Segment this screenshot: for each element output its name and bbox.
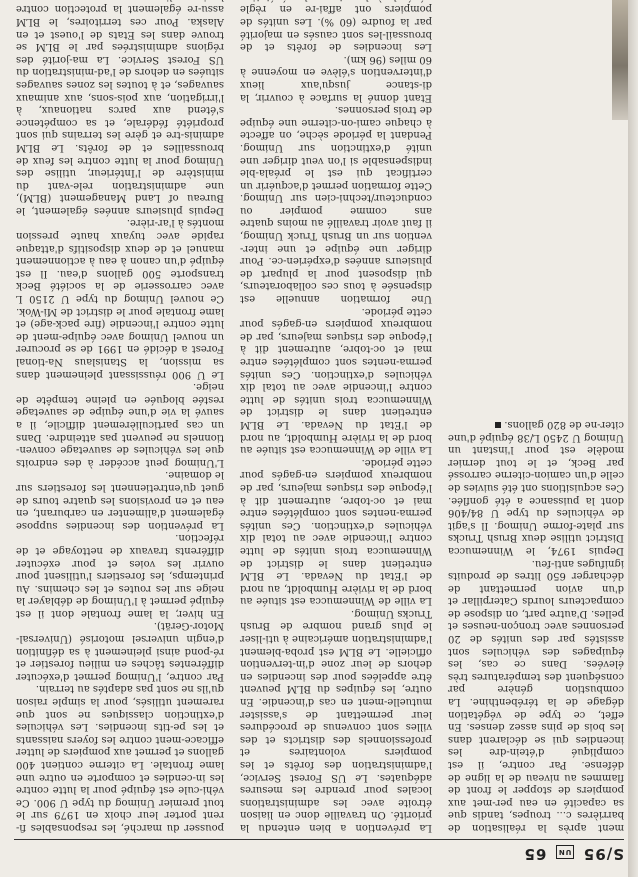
paragraph: Le U 900 réussissant pleinement dans sa mission, la Stanislaus Na-tional Forest a décidé en 1991 de se procurer un nouvel Unimog avec équipe-ment de lutte contre l'incendie (fire pack-age) et lame frontale pour le district de Mi-Wok. Ce nouvel Unimog du type U 2150 L avec carrosserie de la société Beck transporte 500 gallons d'eau. Il est équipé d'un canon à eau à actionnement manuel et de deux dispositifs d'attaque rapide avec tuyaux haute pression montés à l'ar-rière. bbox=[16, 217, 224, 380]
paragraph: Depuis 1974, le Winnemucca District utilise deux Brush Trucks sur plate-forme Unimog. Il s'agit de véhicules du type U 84/406 dont la puissance a été gonflée. Ces acquisitions ont été suivies de celle d'un camion-citerne carrossé par Beck, et le tout dernier modèle est pour l'instant un Unimog U 2450 L/38 équipé d'une citer-ne de 820 gallons. bbox=[448, 419, 624, 556]
text-column-1 bbox=[448, 417, 624, 833]
paragraph: pousser du marché, les responsables fi-rent porter leur choix en 1979 sur le tout premier Unimog du type U 900. Ce véhi-cule est équipé pour la lutte contre les in-cendies et comporte en outre une lame frontale. La citerne contient 400 gallons et permet aux pompiers de lutter efficace-ment contre les foyers naissants et les pe-tits incendies. Les véhicules d'extinction classiques ne sont que rarement utilisés, pour la simple raison qu'ils ne sont pas adaptés au terrain. bbox=[16, 683, 224, 833]
paragraph: L'Unimog peut accéder à des endroits que les véhicules de sauvetage conven-tionnels ne peuvent pas atteindre. Dans un cas particulièrement difficile, il a sauvé la vie d'une équipe de sauvetage restée bloquée en pleine tempête de neige. bbox=[16, 381, 224, 468]
paragraph: Une formation annuelle est dispensée à tous ces collaborateurs, qui disposent pour la plupart de plusieurs années d'expérien-ce. Pour diriger une équipe et une inter-vention sur un Brush Truck Unimog, il faut avoir travaillé au moins quatre ans comme pompier ou conducteur/techni-cien sur Unimog. Cette formation permet d'acquérir un certificat qui est le préala-ble indispensable si l'on veut diriger une unité d'extinction sur Unimog. Pendant la période sèche, on affecte à chaque cami-on-citerne une équipe de trois personnes. bbox=[240, 104, 432, 305]
paragraph: Par contre, l'Unimog permet d'exécuter différentes tâches en milieu forestier et ré-pond ainsi pleinement à sa définition d'engin universel motorisé (Universal-Motor-Gerät). bbox=[16, 620, 224, 682]
header-title: S/95 bbox=[582, 845, 624, 863]
magazine-logo-icon: UN bbox=[556, 845, 574, 859]
page-number: 65 bbox=[523, 845, 547, 863]
header-title-block bbox=[524, 845, 625, 863]
paragraph: La prévention a bien entendu la priorité. On travaille donc en liaison étroite avec les administrations locales pour prendre les mesures adéquates. Le US Forest Service, l'administration des forêts et les pompiers volontaires et professionnels des districts et des villes sont convenus de procédures leur permettant de s'assister mutuelle-ment en cas d'incendie. En outre, les équipes du BLM peuvent être appelées pour des incendies en dehors de leur zone d'in-tervention officielle. Le BLM est proba-blement l'administration américaine à uti-liser le plus grand nombre de Brush Trucks Unimog. bbox=[240, 607, 432, 833]
paragraph: En hiver, la lame frontale dont il est équipé permet à l'Unimog de déblayer la neige sur les routes et les chemins. Au printemps, les forestiers l'utilisent pour ouvrir les voies et pour exécuter différents travaux de nettoyage et de réfection. bbox=[16, 532, 224, 619]
text-column-2 bbox=[240, 0, 432, 833]
paragraph: Etant donné la surface à couvrir, la di-stance jusqu'aux lieux d'intervention s'élève en moyenne à 60 miles (96 km). bbox=[240, 53, 432, 103]
paragraph: Depuis plusieurs années également, le Bureau of Land Management (BLM), une administration rele-vant du ministère de l'Intérieur, utilise des Unimog pour la lutte contre les feux de broussailles et de forêts. Le BLM adminis-tre et gère les terrains qui sont propriété fédérale, et sa compétence s'étend aux parcs nationaux, à l'irrigation, aux pois-sons, aux animaux sauvages, et à toutes les zones sauvages situées en dehors de l'ad-ministration du US Forest Service. La ma-jorité des régions administrées par le BLM se trouve dans les Etats de l'ouest et en Alaska. Pour ces territoires, le BLM assu-re également la protection contre bbox=[16, 3, 224, 216]
paragraph: La prévention des incendies suppose également d'alimenter en carburant, en eau et en provisions les quatre tours de guet qu'entretiennent les forestiers sur le domaine. bbox=[16, 469, 224, 531]
paragraph: Les incendies de forêts et de broussail-les sont causés en majorité par la foudre (60 %). Les unités de pompiers ont affai-re en règle bbox=[240, 3, 432, 53]
text-column-3 bbox=[16, 0, 224, 833]
paragraph: La ville de Winnemucca est située au bord de la rivière Humboldt, au nord de l'Etat du Nevada. Le BLM entretient dans le district de Winnemucca trois unités de lutte contre l'incendie avec au total dix véhicules d'extinction. Ces unités perma-nentes sont complétées entre mai et oc-tobre, autrement dit à l'époque des risques majeurs, par de nombreux pompiers en-gagés pour cette période. bbox=[240, 456, 432, 607]
paragraph: La ville de Winnemucca est située au bord de la rivière Humboldt, au nord de l'Etat du Nevada. Le BLM entretient dans le district de Winnemucca trois unités de lutte contre l'incendie avec au total dix véhicules d'extinction. Ces unités perma-nentes sont complétées entre mai et oc-tobre, autrement dit à l'époque des risques majeurs, par de nombreux pompiers en-gagés pour cette période. bbox=[240, 305, 432, 456]
end-mark-icon bbox=[495, 422, 501, 428]
page-header bbox=[14, 839, 624, 866]
paragraph: ment après la réalisation de barrières c... troupes, tandis que sa capacité en eau per-met aux pompiers de stopper le front de flammes au niveau de la ligne de défense. Par contre, il est compliqué d'étein-dre les incendies qui se déclarent dans les bois de pins assez denses. En effet, ce type de végétation dégage de la térébenthine. La combustion génère par conséquent des températures très élevées. Dans ce cas, les équipages des véhicules sont assistés par des unités de 20 personnes avec tronçon-neuses et pelles. D'autre part, on dispose de compacteurs lourds Caterpillar et d'un avion permettant de décharger 650 litres de produits ignifuges anti-feu. bbox=[448, 557, 624, 833]
